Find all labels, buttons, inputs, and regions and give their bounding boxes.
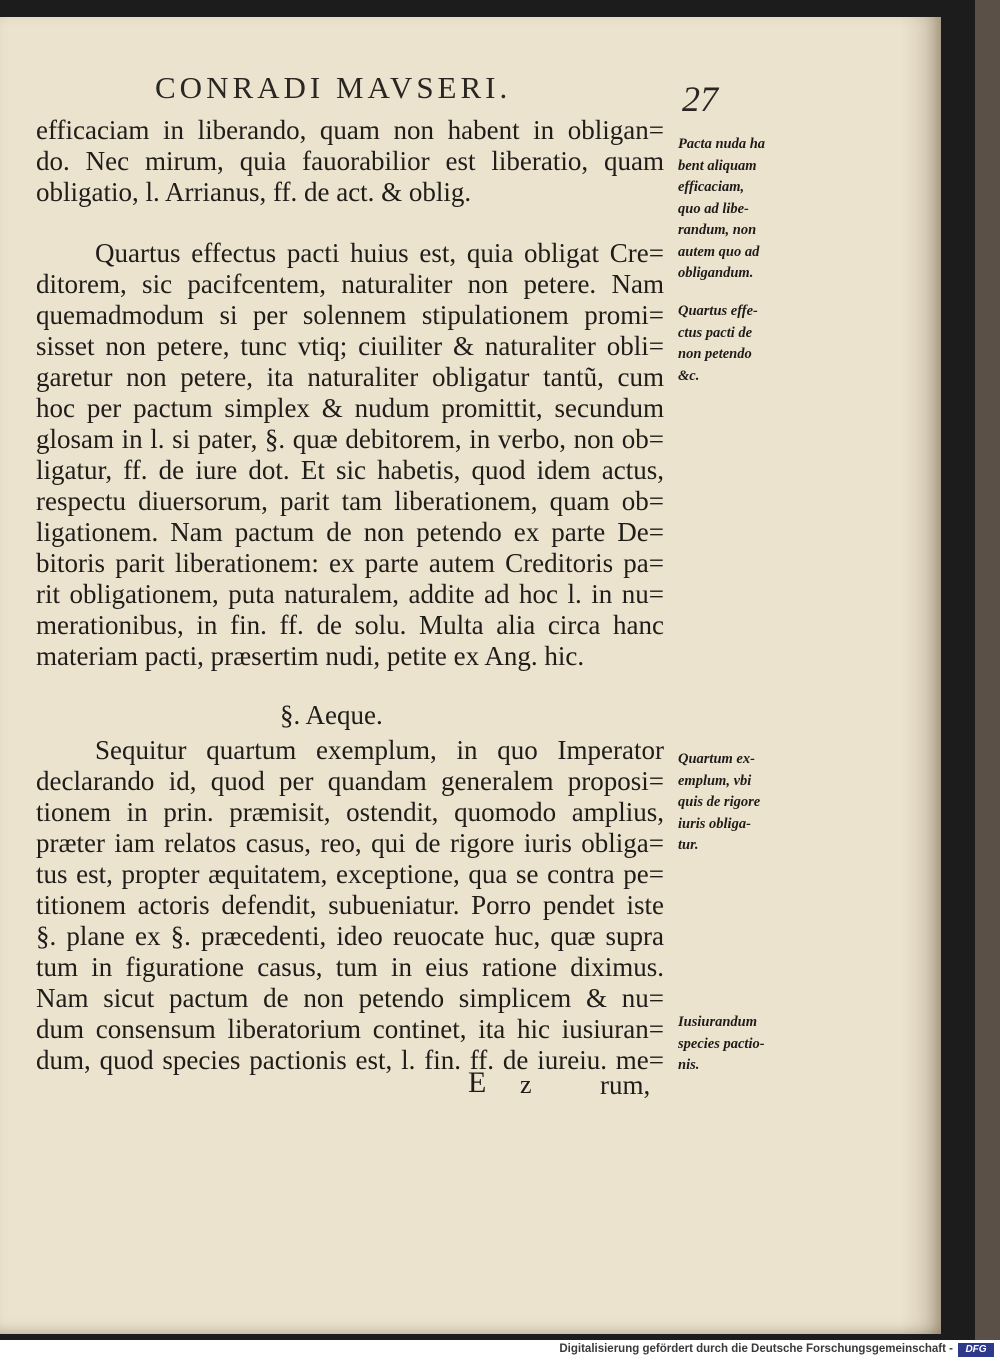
text-line: glosam in l. si pater, §. quæ debitorem, in verbo, non ob= — [36, 424, 664, 454]
text-line: hoc per pactum simplex & nudum promittit, secundum — [36, 393, 664, 423]
margin-note-pacta-nuda — [678, 134, 808, 285]
text-line: tum in figuratione casus, tum in eius ratione diximus. — [36, 952, 664, 982]
margin-note-line: &c. — [678, 367, 700, 384]
margin-note-line: iuris obliga- — [678, 815, 751, 832]
text-line: dum consensum liberatorium continet, ita hic iusiuran= — [36, 1014, 664, 1044]
margin-note-line: autem quo ad — [678, 243, 760, 260]
text-line: materiam pacti, præsertim nudi, petite ex Ang. hic. — [36, 641, 585, 671]
margin-note-line: tur. — [678, 837, 699, 853]
margin-note-quartum-exemplum — [678, 749, 808, 857]
footer-credit: Digitalisierung gefördert durch die Deutsche Forschungsgemeinschaft - — [559, 1343, 953, 1355]
scan-edge — [975, 0, 1000, 1340]
margin-note-line: Quartus effe- — [678, 303, 758, 319]
margin-note-line: emplum, vbi — [678, 772, 752, 789]
page-number: 27 — [682, 79, 718, 119]
margin-note-line: obligandum. — [678, 265, 754, 281]
margin-note-line: non petendo — [678, 346, 752, 362]
margin-note-line: Iusiurandum — [678, 1014, 757, 1030]
text-line: efficaciam in liberando, quam non habent in obligan= — [36, 115, 664, 145]
text-line: Sequitur quartum exemplum, in quo Imperator — [95, 735, 664, 765]
margin-note-line: species pactio- — [678, 1035, 765, 1052]
text-line: merationibus, in fin. ff. de solu. Multa alia circa hanc — [36, 610, 664, 640]
text-line: ditorem, sic pacifcentem, naturaliter non petere. Nam — [36, 269, 664, 299]
text-line: garetur non petere, ita naturaliter obligatur tantũ, cum — [36, 362, 664, 392]
text-line: præter iam relatos casus, reo, qui de rigore iuris obliga= — [36, 828, 664, 858]
text-line: obligatio, l. Arrianus, ff. de act. & oblig. — [36, 177, 472, 207]
margin-note-line: Pacta nuda ha — [678, 136, 766, 152]
text-line: rit obligationem, puta naturalem, addite ad hoc l. in nu= — [36, 579, 664, 609]
margin-note-line: nis. — [678, 1057, 700, 1073]
margin-note-line: randum, non — [678, 222, 757, 238]
text-line: Nam sicut pactum de non petendo simplicem & nu= — [36, 983, 664, 1013]
margin-note-line: efficaciam, — [678, 179, 745, 195]
margin-note-line: bent aliquam — [678, 157, 757, 174]
section-heading: §. Aeque. — [280, 700, 383, 730]
catchword: rum, — [600, 1070, 651, 1100]
text-line: Quartus effectus pacti huius est, quia obligat Cre= — [95, 238, 664, 268]
text-line: do. Nec mirum, quia fauorabilior est liberatio, quam — [36, 146, 664, 176]
margin-note-line: ctus pacti de — [678, 324, 753, 341]
text-line: respectu diuersorum, parit tam liberationem, quam ob= — [36, 486, 664, 516]
text-line: quemadmodum si per solennem stipulationem promi= — [36, 300, 664, 330]
signature-number: z — [520, 1070, 532, 1099]
text-line: dum, quod species pactionis est, l. fin. ff. de iureiu. me= — [36, 1045, 664, 1075]
margin-note-line: quis de rigore — [678, 794, 761, 810]
text-line: tus est, propter æquitatem, exceptione, qua se contra pe= — [36, 859, 664, 889]
margin-note-line: quo ad libe- — [678, 200, 749, 217]
text-line: bitoris parit liberationem: ex parte autem Creditoris pa= — [36, 548, 664, 578]
page-shade — [901, 17, 941, 1334]
text-line: sisset non petere, tunc vtiq; ciuiliter & naturaliter obli= — [36, 331, 664, 361]
text-line: tionem in prin. præmisit, ostendit, quomodo amplius, — [36, 797, 664, 827]
footer-bar — [0, 1340, 1000, 1361]
text-line: §. plane ex §. præcedenti, ideo reuocate huc, quæ supra — [36, 921, 664, 951]
text-line: ligationem. Nam pactum de non petendo ex parte De= — [36, 517, 664, 547]
text-line: ligatur, ff. de iure dot. Et sic habetis, quod idem actus, — [36, 455, 664, 485]
margin-note-iusiurandum — [678, 1012, 808, 1077]
margin-note-line: Quartum ex- — [678, 751, 755, 767]
text-line: titionem actoris defendit, subueniatur. Porro pendet iste — [36, 890, 664, 920]
margin-note-quartus-effectus — [678, 301, 808, 387]
dfg-logo: DFG — [958, 1343, 994, 1357]
signature-mark: E — [468, 1066, 487, 1099]
running-head: CONRADI MAVSERI. — [155, 70, 512, 105]
text-line: declarando id, quod per quandam generalem proposi= — [36, 766, 664, 796]
